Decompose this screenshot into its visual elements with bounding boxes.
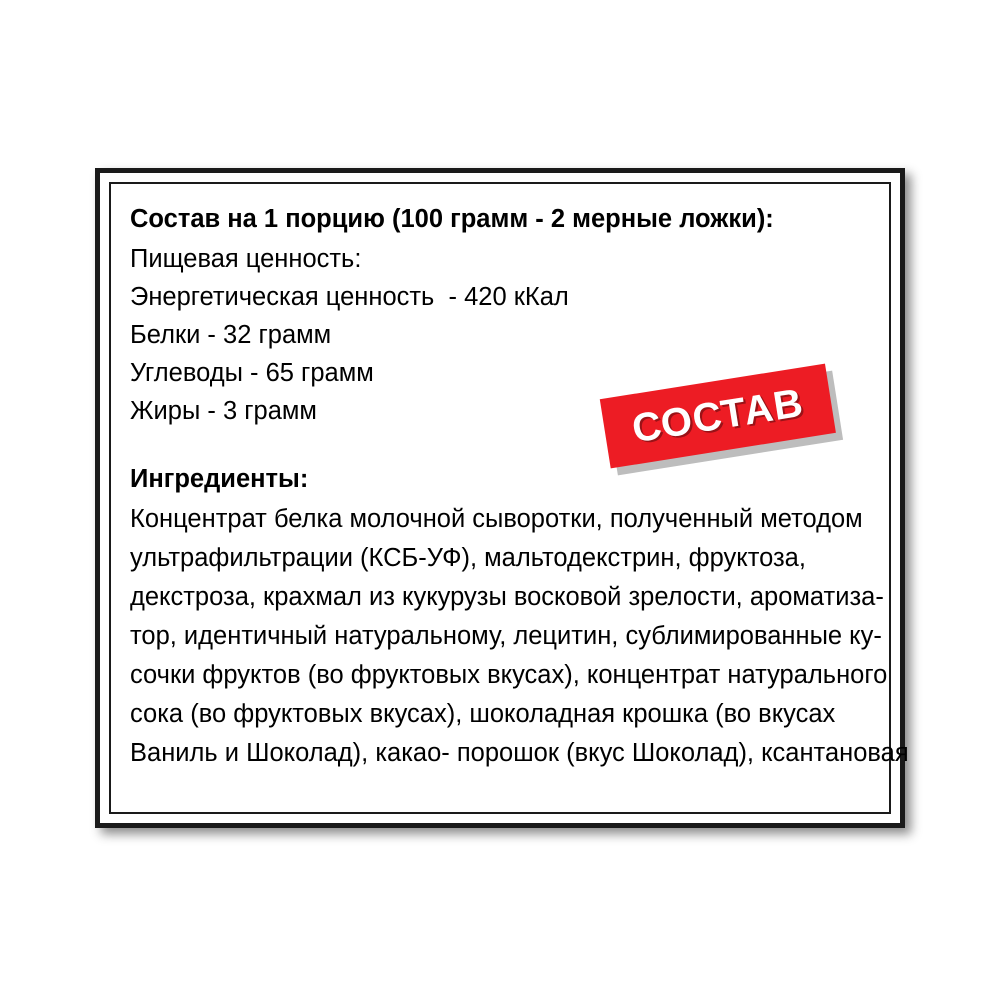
ingredients-line: Концентрат белка молочной сыворотки, полученный методом xyxy=(130,505,863,533)
label-content xyxy=(130,200,909,773)
ingredients-block xyxy=(130,460,909,773)
nutrition-row-protein: Белки - 32 грамм xyxy=(130,321,332,349)
stamp-label: СОСТАВ xyxy=(629,380,807,451)
ingredients-line: тор, идентичный натуральному, лецитин, сублимированные ку- xyxy=(130,622,882,650)
nutrition-subheading: Пищевая ценность: xyxy=(130,245,362,273)
ingredients-line: сочки фруктов (во фруктовых вкусах), концентрат натурального xyxy=(130,661,888,689)
ingredients-heading: Ингредиенты: xyxy=(130,465,309,493)
nutrition-heading: Состав на 1 порцию (100 грамм - 2 мерные ложки): xyxy=(130,205,774,233)
ingredients-line: сока (во фруктовых вкусах), шоколадная крошка (во вкусах xyxy=(130,700,836,728)
ingredients-line: ультрафильтрации (КСБ-УФ), мальтодекстрин, фруктоза, xyxy=(130,544,806,572)
nutrition-row-fat: Жиры - 3 грамм xyxy=(130,397,317,425)
nutrition-row-energy: Энергетическая ценность - 420 кКал xyxy=(130,283,569,311)
ingredients-line: декстроза, крахмал из кукурузы восковой зрелости, ароматиза- xyxy=(130,583,884,611)
ingredients-line: Ваниль и Шоколад), какао- порошок (вкус Шоколад), ксантановая xyxy=(130,739,909,767)
nutrition-row-carbs: Углеводы - 65 грамм xyxy=(130,359,374,387)
